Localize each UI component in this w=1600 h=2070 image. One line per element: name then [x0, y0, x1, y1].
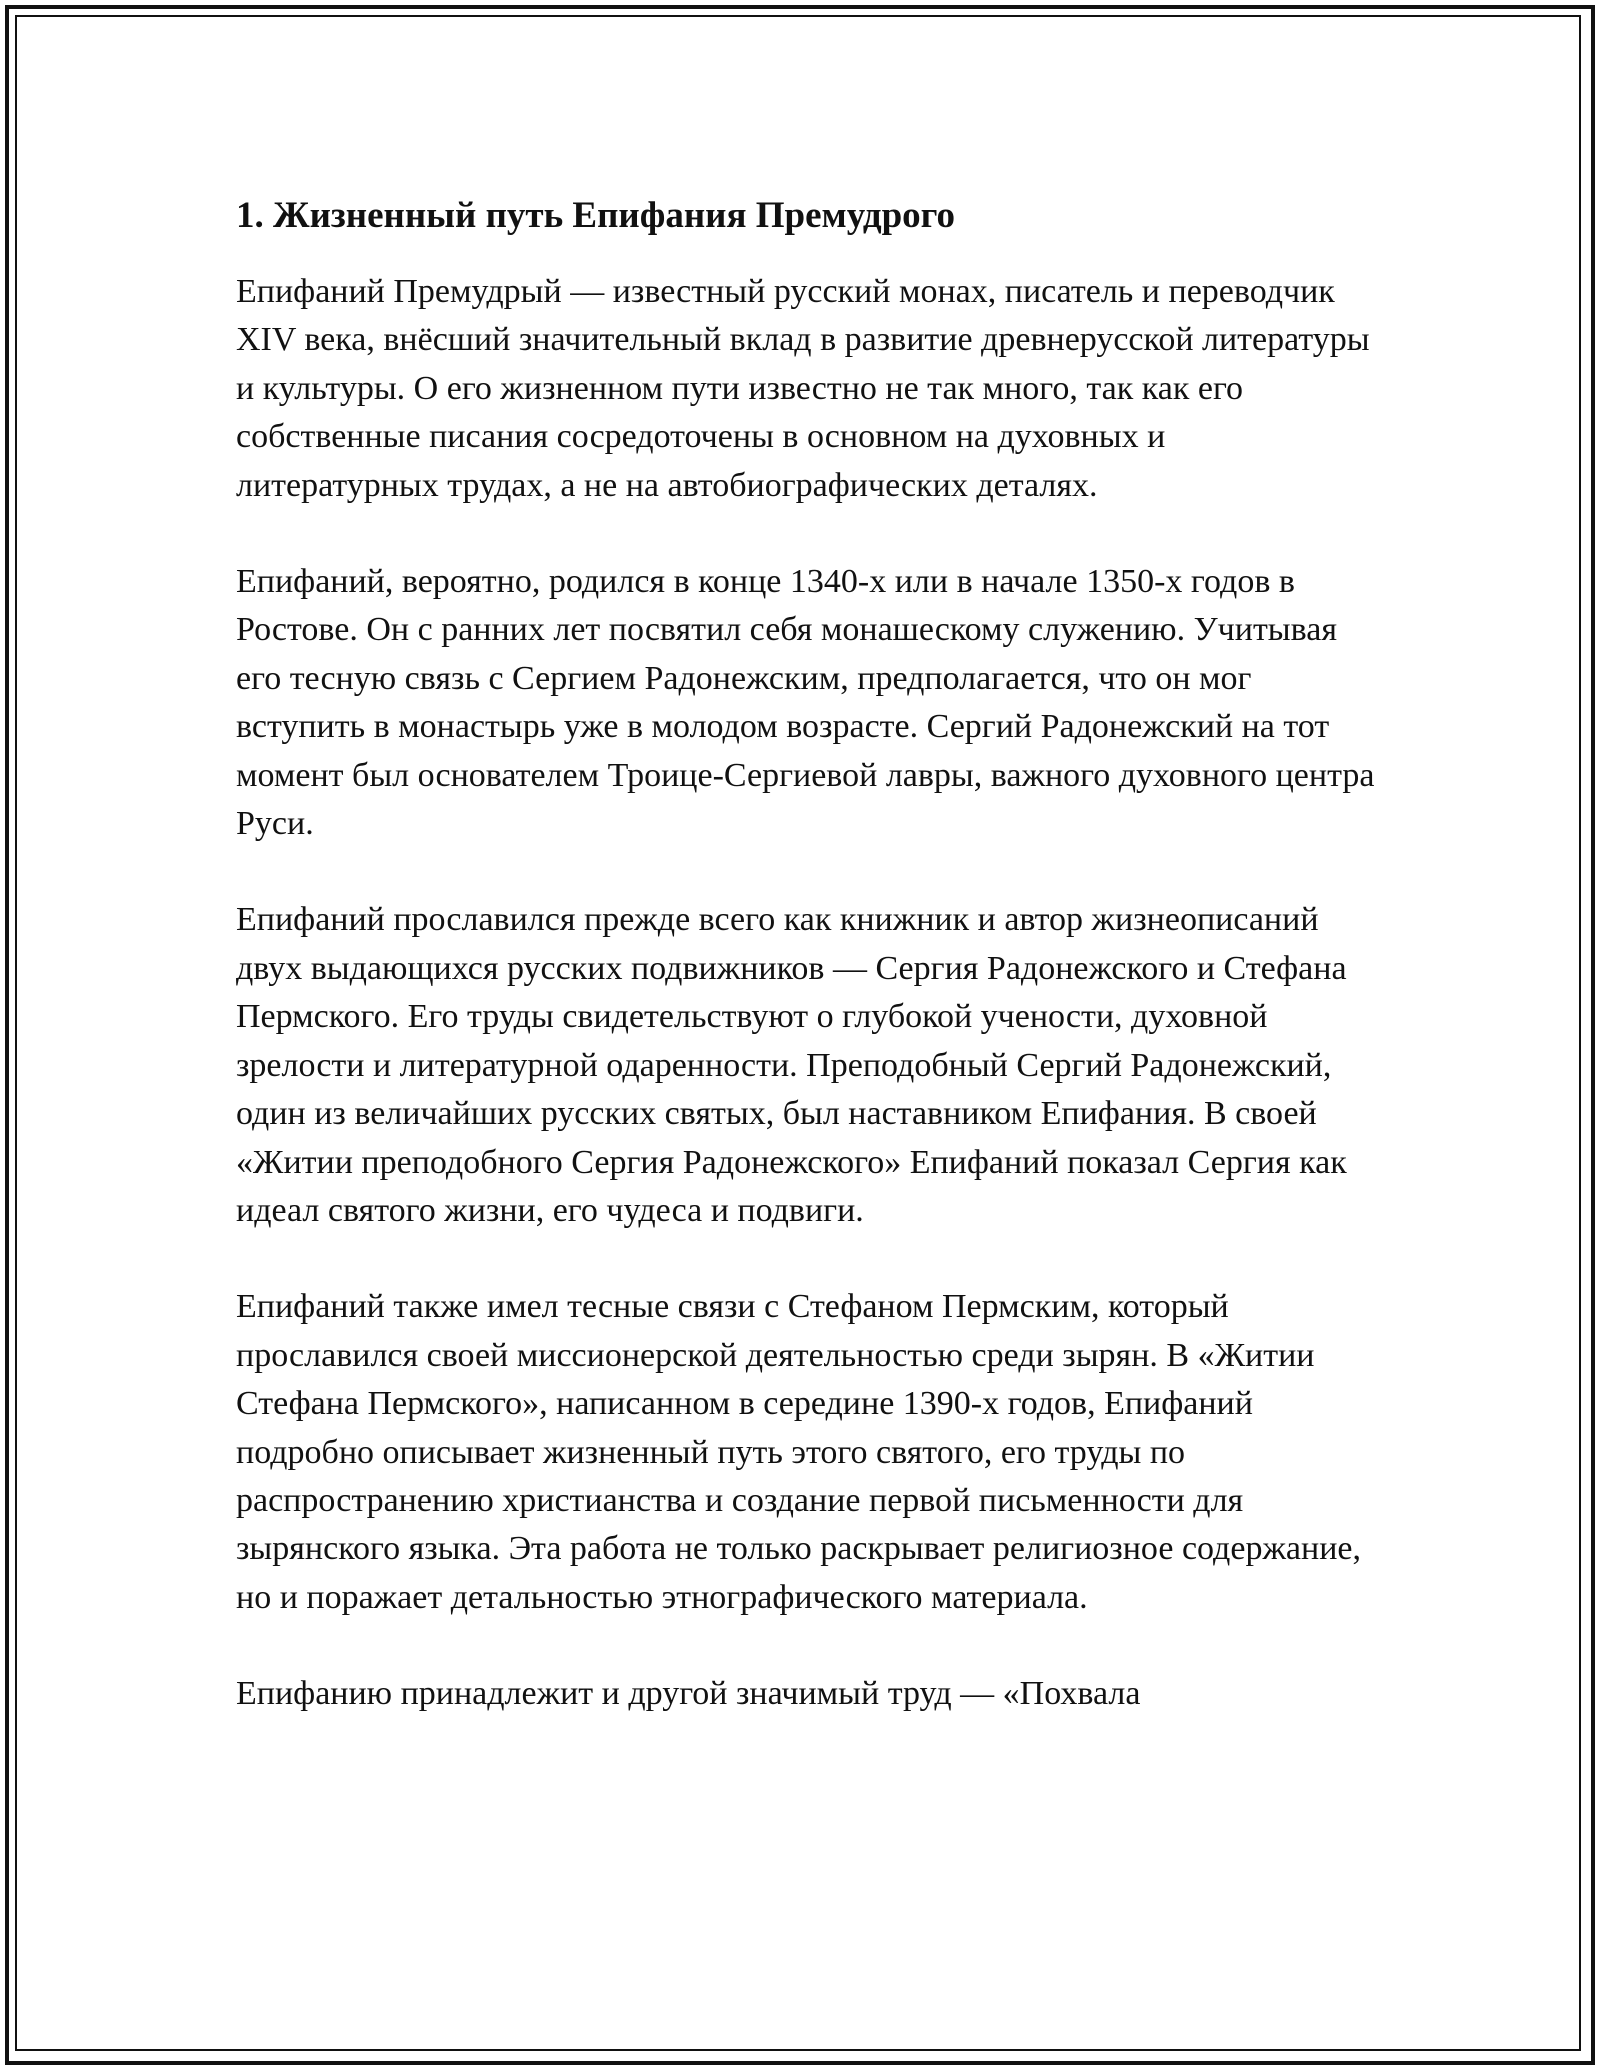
paragraph-2: Епифаний, вероятно, родился в конце 1340-х или в начале 1350-х годов в Ростове. Он с ранних лет посвятил себя монашескому служению. Учитывая его тесную связь с Сергием Радонежским, предполагается, что он мог вступить в монастырь уже в молодом возрасте. Сергий Радонежский на тот момент был основателем Троице-Сергиевой лавры, важного духовного центра Руси. [236, 563, 1375, 843]
paragraph-4: Епифаний также имел тесные связи с Стефаном Пермским, который прославился своей миссионерской деятельностью среди зырян. В «Житии Стефана Пермского», написанном в середине 1390-х годов, Епифаний подробно описывает жизненный путь этого святого, его труды по распространению христианства и создание первой письменности для зырянского языка. Эта работа не только раскрывает религиозное содержание, но и поражает детальностью этнографического материала. [236, 1288, 1362, 1616]
section-heading: 1. Жизненный путь Епифания Премудрого [236, 195, 956, 236]
paragraph-3: Епифаний прославился прежде всего как книжник и автор жизнеописаний двух выдающихся русских подвижников — Сергия Радонежского и Стефана Пермского. Его труды свидетельствуют о глубокой учености, духовной зрелости и литературной одаренности. Преподобный Сергий Радонежский, один из величайших русских святых, был наставником Епифания. В своей «Житии преподобного Сергия Радонежского» Епифаний показал Сергия как идеал святого жизни, его чудеса и подвиги. [236, 901, 1347, 1229]
document-body [236, 186, 1376, 1767]
paragraph-1: Епифаний Премудрый — известный русский монах, писатель и переводчик XIV века, внёсший значительный вклад в развитие древнерусской литературы и культуры. О его жизненном пути известно не так много, так как его собственные писания сосредоточены в основном на духовных и литературных трудах, а не на автобиографических деталях. [236, 273, 1370, 504]
paragraph-5: Епифанию принадлежит и другой значимый труд — «Похвала [236, 1675, 1141, 1713]
